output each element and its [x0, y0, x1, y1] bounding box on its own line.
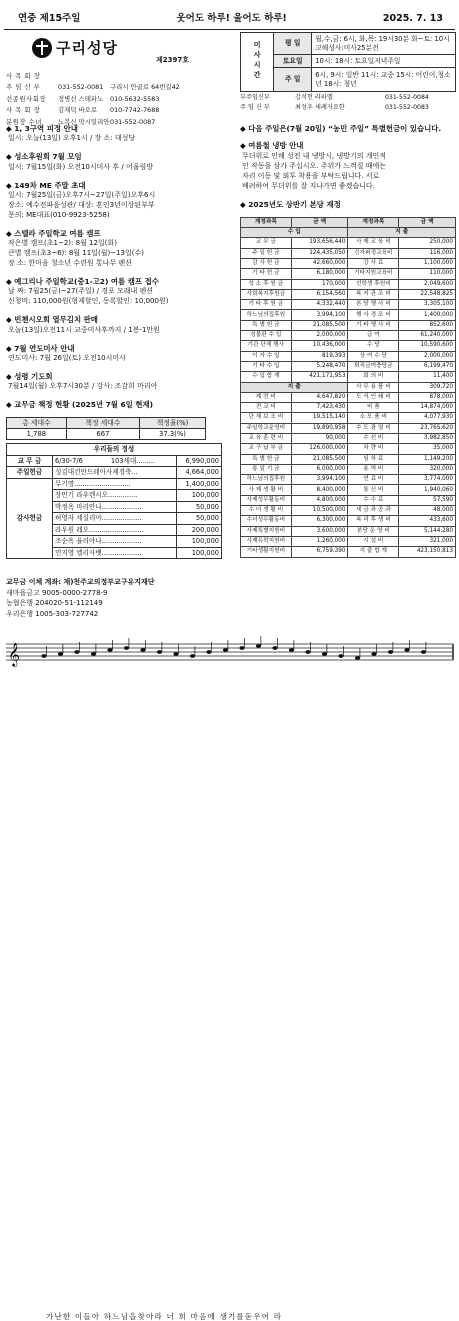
offering-desc: 6/30-7/6 103세대......... [53, 455, 177, 467]
schedule-table [240, 32, 456, 92]
notice-title: ◆ 1, 3구역 피정 안내 [6, 124, 78, 133]
music-note [58, 652, 63, 656]
aid-value: 1,788 [7, 429, 67, 440]
music-note [355, 656, 360, 660]
schedule-day: 토요일 [274, 55, 312, 68]
cross-icon [32, 38, 52, 58]
finance-header: 금 액 [399, 217, 456, 227]
music-note [305, 650, 310, 654]
music-note [338, 654, 343, 658]
music-note [190, 654, 195, 658]
offering-table [6, 443, 222, 559]
schedule-times: 10시: 18시: 토요일저녁주일 [312, 55, 456, 68]
notice-title: ◆ 여름철 냉방 안내 [240, 141, 304, 151]
masthead [4, 32, 229, 126]
schedule-day: 평 일 [274, 33, 312, 55]
finance-row: 사 제 생 활 비 8,400,000 통 신 비 1,940,060 [241, 485, 456, 495]
offering-title: 우리들의 정성 [7, 444, 222, 456]
finance-row: 교 육 훈 련 비 90,000 수 선 비 3,982,850 [241, 433, 456, 443]
offering-label: 주일헌금 [7, 467, 53, 479]
finance-row: 제 전 비 4,647,820 도 서 인 쇄 비 878,000 [241, 392, 456, 402]
mass-schedule [240, 32, 456, 119]
finance-row: 기 타 헌 금 6,180,000 기타지원교육비 110,000 [241, 269, 456, 279]
account-line: 우리은행 1005-303-727742 [6, 609, 99, 618]
finance-row: 교 무 금 193,656,440 사 제 교 육 비 250,000 [241, 238, 456, 248]
finance-row: 수 녀 생 활 비 10,500,000 세 금 과 공 과 48,000 [241, 506, 456, 516]
music-note [322, 652, 327, 656]
staff-list [6, 70, 228, 128]
finance-header: 계정과목 [241, 217, 292, 227]
notice-body: 일시: 7월15일(화) 오전10시미사 후 / 어울림방 [8, 162, 154, 171]
aid-value: 667 [66, 429, 139, 440]
music-note [41, 654, 46, 658]
aid-header: 책정율(%) [140, 418, 206, 429]
offering-amount: 6,990,000 [176, 455, 221, 467]
left-column [6, 122, 230, 559]
music-note [140, 648, 145, 652]
offering-amount: 4,664,000 [176, 467, 221, 479]
finance-row: 특 별 헌 금 21,085,500 임 차 료 1,149,200 [241, 454, 456, 464]
music-note [239, 646, 244, 650]
offering-desc: 성김대건안드레아사제경축... [53, 467, 177, 479]
notices-left [6, 124, 230, 415]
music-note [206, 650, 211, 654]
notice-body: 7월14일(월) 오후7시30분 / 강사: 조감희 마리아 [8, 382, 158, 390]
finance-row: 사회복지후원금 6,154,560 복 지 관 조 비 22,548,825 [241, 289, 456, 299]
staff-row: 선종원사회장 정병선 스테파노 010-5632-5583 [6, 94, 160, 103]
finance-row: 지 출 사 무 용 품 비 309,720 [241, 382, 456, 392]
music-note [272, 646, 277, 650]
account-title: 교무금 이체 계좌: 재)천주교의정부교구유지재단 [6, 578, 155, 586]
contact-row: 주 임 신 부 최성우 세례자요한 031-552-0083 [240, 103, 429, 111]
finance-row: 전 교 비 7,423,430 비 품 14,874,000 [241, 403, 456, 413]
finance-table [240, 217, 456, 558]
music-note [256, 644, 261, 648]
finance-row: 기관 단체 행사 10,436,000 수 당 10,590,600 [241, 341, 456, 351]
notice-title: ◆ 149차 ME 주말 초대 [6, 180, 86, 190]
music-note [107, 648, 112, 652]
finance-row: 이 자 수 입 819,393 상 여 수 당 2,000,000 [241, 351, 456, 361]
aid-value: 37.3(%) [140, 429, 206, 440]
finance-row: 성물판 수 입 2,000,000 급 여 61,240,000 [241, 331, 456, 341]
schedule-times: 6시, 9시: 일반 11시: 교중 15시: 어린이,청소년 18시: 청년 [312, 68, 456, 92]
music-staff-icon [4, 636, 455, 676]
finance-row: 기 타 후 원 금 4,332,440 본 당 행 사 비 3,305,100 [241, 300, 456, 310]
notice-body: 작은별 캠프(초1~2): 8월 12일(화) 큰별 캠프(초3~6): 8월 11일(월)~13일(수) 장 소: 한마음 청소년 수련원 통나무 펜션 [8, 239, 144, 267]
staff-row: 분원장 수녀 노복신 막시밀리안 031-552-0087 [6, 117, 156, 126]
finance-row: 특 별 헌 금 21,085,500 기 타 행 사 비 852,600 [241, 320, 456, 330]
music-note [124, 646, 129, 650]
notice-body: 무더위로 인해 성전 내 냉방시, 냉방기의 개인적 인 작동을 삼가 주십시오. 주위가 느껴질 때에는 자리 이동 및 외투 착용을 부탁드립니다. 서로 배려하여 무더위를 잘 지나가면 좋겠습니다. [242, 151, 387, 190]
staff-row: 사 목 회 장 [6, 71, 41, 80]
gift-row: 조순옥 율리아나................... 100,000 [7, 536, 222, 548]
notice-title: ◆ 7월 연도미사 안내 [6, 343, 75, 353]
music-note [289, 648, 294, 652]
aid-table [6, 417, 206, 440]
finance-row: 주일학교운영비 19,890,958 수 도 광 열 비 23,765,620 [241, 423, 456, 433]
music-note [371, 652, 376, 656]
finance-row: 기 타 수 입 5,248,470 퇴직금여충당금 6,199,470 [241, 361, 456, 371]
song-staff [4, 636, 455, 1321]
notice-body: 일시: 7월25일(금)오후7시~27일(주일)오후6시 장소: 예수전파음성관/ 대상: 혼인3년이상된부부 문의: ME대표(010-9923-5258) [8, 190, 156, 219]
notices-right [240, 124, 456, 215]
schedule-day: 주 일 [274, 68, 312, 92]
week-label: 연중 제15주일 [18, 12, 81, 24]
music-note [404, 648, 409, 652]
motto: 웃어도 하루! 울어도 하루! [176, 12, 287, 24]
music-note [421, 650, 426, 654]
finance-row: 주 일 헌 금 124,435,050 신자퍼정교육비 116,000 [241, 248, 456, 258]
account-line: 농협은행 204020-51-112149 [6, 599, 103, 607]
notice-body: 일시: 오늘(13일) 오후1시 / 장 소: 대성당 [8, 134, 136, 143]
finance-header: 계정과목 [348, 217, 399, 227]
music-note [74, 650, 79, 654]
gift-row: 박정옥 마리안나................... 50,000 [7, 501, 222, 513]
notice-title: ◆ 성소후원회 7월 모임 [6, 152, 82, 162]
gift-row: 민지영 엘리사벳................... 100,000 [7, 547, 222, 559]
notice-body: 날 짜: 7월25(금)~27(주일) / 경포 모래내 펜션 신청비: 110,000원(형제할인, 동록할인: 10,000원) [8, 287, 169, 306]
finance-row: 감 사 헌 금 42,660,000 강 사 료 1,100,000 [241, 258, 456, 268]
staff-row: 사 목 회 장 김재덕 바오로 010-7742-7688 [6, 106, 160, 115]
svg-text:𝄞: 𝄞 [8, 642, 20, 666]
music-note [157, 650, 162, 654]
finance-row: 수 입 합 계 421,171,953 회 의 비 11,400 [241, 372, 456, 382]
finance-row: 하느님의집후원 3,994,100 행 사 경 조 비 1,400,000 [241, 310, 456, 320]
notice-title: ◆ 빈첸시오회 열무김치 판매 [6, 315, 98, 325]
notice-body: 연도미사: 7월 26일(토) 오전10시미사 [8, 353, 126, 362]
finance-row: 기타생활지원비 6,759,390 지 출 합 계 423,150,813 [241, 547, 456, 557]
top-banner [4, 8, 455, 30]
finance-row: 사제유학지원비 1,260,000 시 설 비 321,000 [241, 536, 456, 546]
music-note [91, 652, 96, 656]
notice-title: ◆ 2025년도 상반기 본당 재정 [240, 199, 341, 209]
gift-row: 감사헌금 무기명........................... 1,400,000 [7, 478, 222, 490]
account-info [6, 578, 155, 620]
music-note [223, 648, 228, 652]
song-lyrics: 가난한 이들아 하느님을찾아라 너 희 마음에 생기를돋우어 라 [46, 1312, 283, 1321]
church-logo [32, 38, 118, 58]
issue-number: 제2397호 [156, 56, 190, 64]
finance-row: 통 일 기 금 6,000,000 용 역 비 320,000 [241, 464, 456, 474]
right-column [240, 122, 456, 558]
notice-title: ◆ 다음 주일은(7월 20일) “농민 주일” 특별헌금이 있습니다. [240, 124, 442, 133]
date: 2025. 7. 13 [382, 12, 443, 24]
music-note [173, 652, 178, 656]
notice-title: ◆ 예그리나 주일학교(중1-고2) 여름 캠프 접수 [6, 277, 159, 286]
finance-row: 수녀성무활동비 6,300,000 복 리 후 생 비 433,600 [241, 516, 456, 526]
finance-row: 하느님의집후원 3,994,100 연 료 비 3,774,000 [241, 475, 456, 485]
offering-label: 교 무 금 [7, 455, 53, 467]
notice-title: ◆ 교무금 책정 현황 (2025년 7월 6일 현재) [6, 400, 153, 409]
gift-row: 장민기 라우렌시오.............. 100,000 [7, 490, 222, 502]
music-note [388, 650, 393, 654]
gift-row: 라우원 레오.......................... 200,000 [7, 524, 222, 536]
finance-header: 금 액 [291, 217, 348, 227]
notice-body: 오늘(13일)오전11시 교중미사후까지 / 1봉-1만원 [8, 325, 160, 334]
notice-title: ◆ 성령 기도회 [6, 371, 53, 381]
schedule-side-label: 미사시간 [241, 33, 274, 92]
account-line: 새마을금고 9005-0000-2778-9 [6, 588, 108, 597]
finance-subheader: 지 출 [348, 228, 456, 238]
finance-row: 사제성무활동비 4,800,000 수 수 료 57,590 [241, 495, 456, 505]
finance-row: 성 소 후 원 금 170,000 선학생 후원비 2,049,600 [241, 279, 456, 289]
staff-row: 주 임 신 부 031-552-0081 구리시 안골로 64번길42 [6, 83, 180, 92]
finance-row: 사제특별지원비 3,600,000 본당 운 영 비 5,144,280 [241, 526, 456, 536]
schedule-times: 월,수,금: 6시, 화,목: 19시30분 화~토: 10시 고해성사:미사25분전 [312, 33, 456, 55]
aid-header: 총 세대수 [7, 418, 67, 429]
contact-row: 부주임신부 강석헌 라파엘 031-552-0084 [240, 94, 429, 101]
church-name: 구리성당 [56, 38, 118, 57]
finance-row: 교 구 납 부 금 126,000,000 차 량 비 35,000 [241, 444, 456, 454]
finance-row: 단 체 보 조 비 19,515,140 소 모 품 비 4,077,930 [241, 413, 456, 423]
gift-row: 허영자 세실리아................... 50,000 [7, 513, 222, 525]
finance-subheader: 수 입 [241, 228, 348, 238]
aid-header: 책정 세대수 [66, 418, 139, 429]
notice-title: ◆ 스텔라 주일학교 여름 캠프 [6, 228, 101, 238]
contact-list [240, 94, 456, 113]
